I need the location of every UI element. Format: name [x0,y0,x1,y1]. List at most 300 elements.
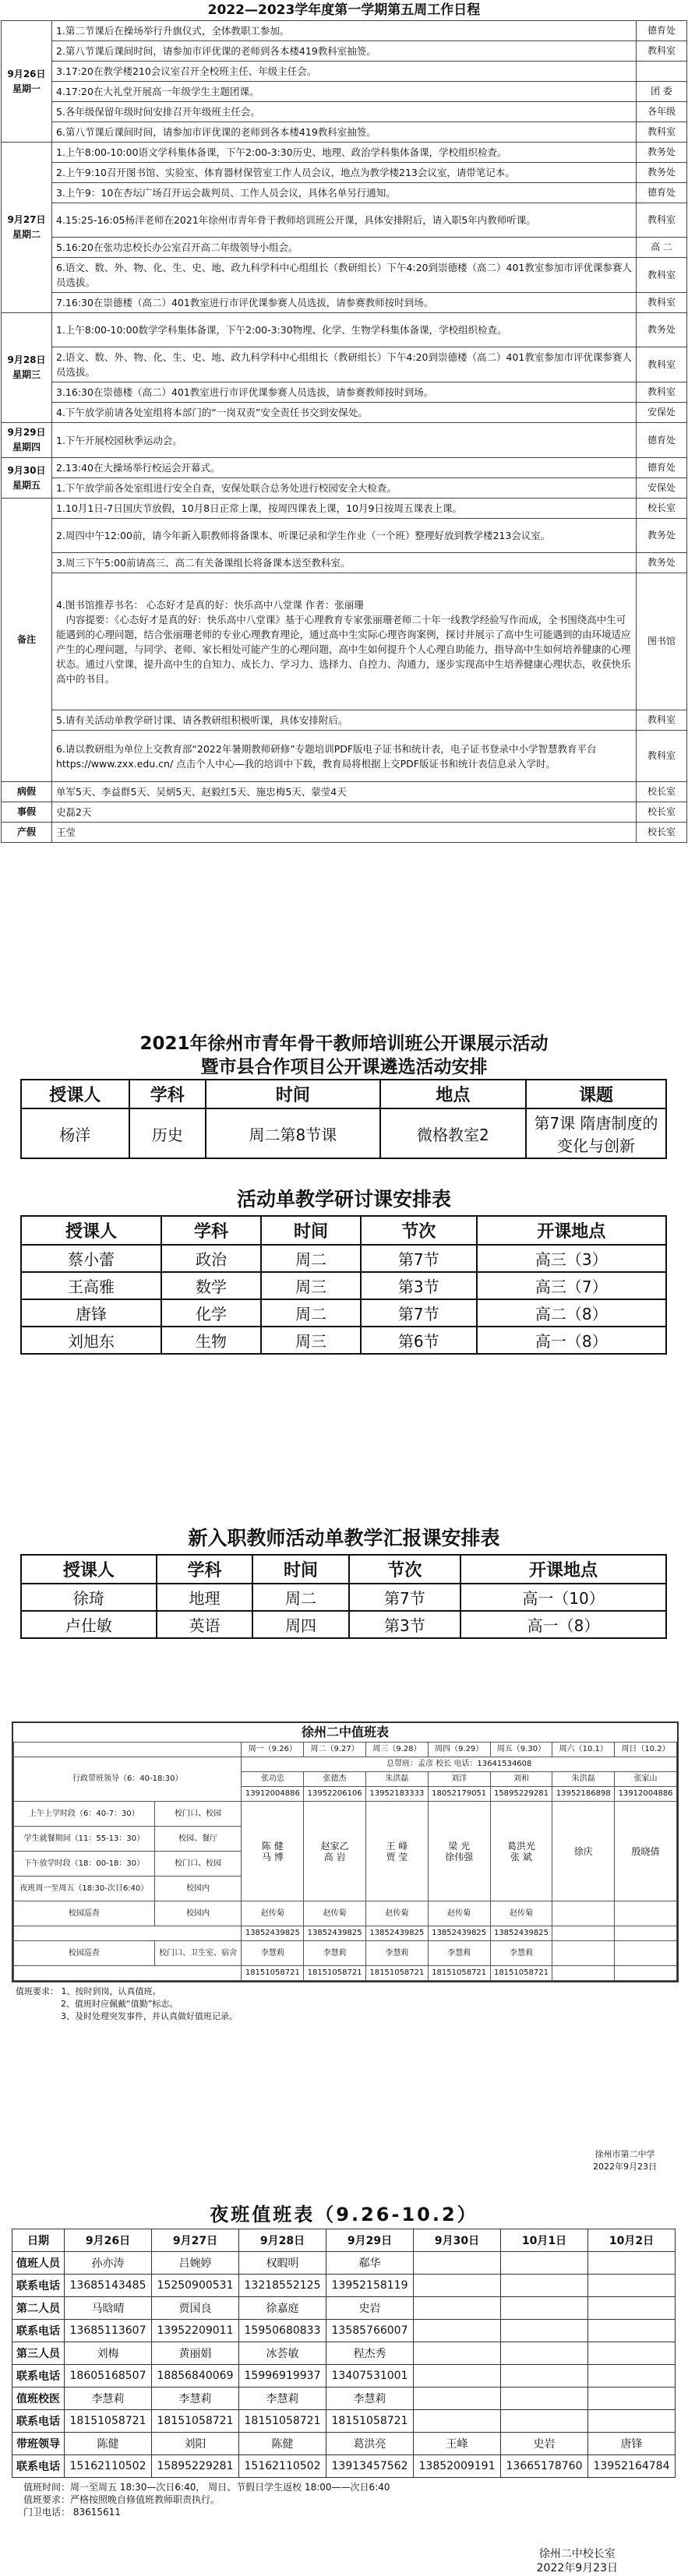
responsible-cell: 教科室 [637,731,687,782]
cell [501,2275,588,2297]
item-cell: 2.语文、数、外、物、化、生、史、地、政九科学科中心组组长（教研组长）下午4:20到崇德楼（高二）401教室参加市评优课参赛人员选拔。 [52,347,637,382]
cell [414,2320,501,2342]
night-row [12,2455,676,2478]
date-cell: 9月29日 [326,2229,414,2252]
cell: 权暇明 [239,2252,326,2275]
responsible-cell: 安保处 [637,403,687,423]
dates-row [12,2229,676,2252]
item-cell: 史磊2天 [52,802,637,823]
cell: 陈健 [65,2433,152,2455]
open-class-section [0,1032,688,1159]
cell: 18856840069 [152,2365,239,2387]
item-cell: 5.各年级保留年级时间安排召开年级班主任会。 [52,102,637,122]
responsible-cell: 团 委 [637,82,687,102]
cell: 杨洋 [21,1108,129,1158]
duty-tel [552,1966,615,1981]
item-cell: 1.上午8:00-10:00语文学科集体备课，下午2:00-3:30历史、地理、政治学科集体备课，学校组织检查。 [52,143,637,163]
day-cell: 9月30日 星期五 [2,458,52,499]
row-label: 值班人员 [12,2252,65,2275]
day-cell: 周五（9.30） [490,1743,552,1757]
night-row [12,2297,676,2320]
night-footer [537,2547,618,2575]
night-notes [23,2481,688,2518]
header-cell: 节次 [349,1555,460,1584]
day-cell: 产假 [2,823,52,843]
date-cell: 9月27日 [152,2229,239,2252]
duty-row [14,1901,677,1926]
duty-tel [552,1926,615,1941]
row-label: 联系电话 [12,2365,65,2387]
item-cell: 2.周四中午12:00前，请今年新入职教师将备课本、听课记录和学生作业（一个班）整理好放到教学楼213会议室。 [52,519,637,553]
duty-row [14,1941,677,1966]
night-row [12,2433,676,2455]
cell: 冰荟敏 [239,2342,326,2365]
duty-person: 李慧莉 [428,1941,490,1966]
night-duty-section [0,2201,688,2574]
schedule-row [2,238,687,258]
schedule-row [2,143,687,163]
cell: 13685143485 [65,2275,152,2297]
night-row [12,2387,676,2410]
schedule-row [2,293,687,313]
footer-org: 徐州二中校长室 [538,2548,616,2560]
header-cell: 时间 [252,1555,348,1584]
cell [588,2387,676,2410]
cell [414,2275,501,2297]
note-line: 值班要求：严格按照晚自修值班教师职责执行。 [23,2494,221,2505]
item-cell: 1.下午放学前各处室组进行安全自查，安保处联合总务处进行校园安全大检查。 [52,478,637,499]
tel-row [14,1966,677,1981]
blank-cell [14,1743,242,1757]
admin-name: 朱洪磊 [366,1772,429,1787]
cell: 唐锋 [588,2433,676,2455]
day-cell: 9月27日 星期二 [2,143,52,313]
responsible-cell: 各年级 [637,102,687,122]
date-cell: 10月1日 [501,2229,588,2252]
cell: 史岩 [501,2433,588,2455]
schedule-row [2,203,687,238]
cell: 地理 [157,1584,252,1611]
schedule-row [2,403,687,423]
duty-tel: 13852439825 [242,1926,304,1941]
cell [501,2342,588,2365]
cell: 15162110502 [65,2455,152,2478]
cell [501,2410,588,2433]
admin-tel: 13912004886 [242,1787,304,1802]
cell [414,2342,501,2365]
cell [501,2365,588,2387]
item-cell: 2.第八节课后课间时间，请参加市评优课的老师到各本楼419教科室抽签。 [52,41,637,62]
header-cell: 地点 [380,1080,526,1108]
responsible-cell: 校长室 [637,802,687,823]
cell: 吕婉婷 [152,2252,239,2275]
cell: 周四 [252,1611,348,1638]
cell: 化学 [161,1299,261,1327]
new-teacher-class-section [0,1523,688,1639]
cell: 周二 [261,1245,361,1272]
note-line: 2、值班时应佩戴“值勤”标志。 [61,1999,178,2009]
row-label: 第三人员 [12,2342,65,2365]
blank-cell [14,1966,242,1981]
row-label: 第二人员 [12,2297,65,2320]
schedule-row [2,313,687,347]
cell [588,2342,676,2365]
duty-tel: 13852439825 [428,1926,490,1941]
item-cell: 单军5天、李益群5天、吴炳5天、赵毅红5天、施忠梅5天、蒙莹4天 [52,782,637,802]
duty-tel: 13852439825 [304,1926,366,1941]
night-row [12,2410,676,2433]
item-cell: 5.16:20在张功忠校长办公室召开高二年级领导小组会。 [52,238,637,258]
period-label: 校园巡查 [14,1901,155,1926]
admin-name: 张功忠 [242,1772,304,1787]
cell: 18151058721 [239,2410,326,2433]
header-cell: 授课人 [21,1555,157,1584]
research-class-section [0,1184,688,1355]
cell: 周二第8节课 [206,1108,380,1158]
responsible-cell: 教科室 [637,710,687,731]
cell: 13913457562 [326,2455,414,2478]
cell: 第7节 [361,1245,477,1272]
duty-tel: 18151058721 [490,1966,552,1981]
item-cell: 3.上午9：10在杏坛广场召开运会裁判员、工作人员会议，具体名单另行通知。 [52,183,637,203]
schedule-row [2,823,687,843]
cell: 程杰秀 [326,2342,414,2365]
duty-person: 李慧莉 [490,1941,552,1966]
cell: 13852009191 [414,2455,501,2478]
schedule-row [2,21,687,41]
schedule-row [2,478,687,499]
cell: 徐琦 [21,1584,157,1611]
duty-person [615,1901,677,1926]
table-row [21,1327,666,1354]
duty-tel: 18151058721 [304,1966,366,1981]
cell: 15162110502 [239,2455,326,2478]
night-row [12,2252,676,2275]
day-cell: 9月28日 星期三 [2,313,52,423]
schedule-row [2,499,687,519]
cell: 贾国良 [152,2297,239,2320]
cell [588,2410,676,2433]
footer-org: 徐州市第二中学 [595,2149,655,2159]
day-cell: 9月26日 星期一 [2,21,52,143]
item-cell: 2.13:40在大操场举行校运会开幕式。 [52,458,637,478]
cell: 13407531001 [326,2365,414,2387]
note-line: 值班时间：周一至周五 18:30—次日6:40， 周日、节假日学生返校 18:00——次日6:40 [23,2482,390,2493]
admin-tel: 15895229281 [490,1787,552,1802]
header-row [21,1216,666,1245]
cell [414,2387,501,2410]
row-label: 带班领导 [12,2433,65,2455]
period-label: 校园巡查 [14,1941,155,1966]
night-duty-title: 夜班值班表（9.26-10.2） [210,2204,478,2225]
schedule-row [2,573,687,710]
cell: 生物 [161,1327,261,1354]
item-cell: 3.16:30在崇德楼（高二）401教室进行市评优课参赛人员选拔，请参赛教师按时到场。 [52,382,637,403]
cell: 徐嘉庭 [239,2297,326,2320]
schedule-row [2,519,687,553]
responsible-cell: 教务处 [637,313,687,347]
header-row [21,1555,666,1584]
cell: 王峰 [414,2433,501,2455]
duty-roster-table [13,1742,677,1981]
responsible-cell: 教务处 [637,519,687,553]
header-cell: 课题 [526,1080,666,1108]
item-cell: 1.下午开展校园秋季运动会。 [52,423,637,458]
cell: 13585766007 [326,2320,414,2342]
date-cell: 9月30日 [414,2229,501,2252]
cell: 高二（8） [477,1299,666,1327]
duty-roster-section [0,1721,688,2172]
cell: 政治 [161,1245,261,1272]
duty-person: 赵传菊 [490,1901,552,1926]
responsible-cell: 德育处 [637,183,687,203]
item-cell: 3.周三下午5:00前请高三、高二有关备课组长将备课本送至教科室。 [52,553,637,573]
date-cell: 9月28日 [239,2229,326,2252]
item-cell: 1.10月1日-7日国庆节放假，10月8日正常上课，按周四课表上课，10月9日按周五课表上课。 [52,499,637,519]
cell: 13218552125 [239,2275,326,2297]
schedule-row [2,122,687,143]
cell: 第7课 隋唐制度的变化与创新 [526,1108,666,1158]
cell: 18151058721 [326,2410,414,2433]
cell [414,2252,501,2275]
duty-notes [16,1986,688,2023]
cell: 马晗晴 [65,2297,152,2320]
row-label: 联系电话 [12,2320,65,2342]
duty-person: 赵传菊 [242,1901,304,1926]
cell [588,2320,676,2342]
duty-roster-box [12,1721,679,1982]
cell: 李慧莉 [239,2387,326,2410]
responsible-cell: 德育处 [637,458,687,478]
cell: 刘旭东 [21,1327,161,1354]
cell: 唐锋 [21,1299,161,1327]
cell: 黄丽娟 [152,2342,239,2365]
location-label: 校园内 [154,1876,242,1901]
admin-name: 刘洋 [428,1772,490,1787]
responsible-cell: 德育处 [637,423,687,458]
day-cell: 周一（9.26） [242,1743,304,1757]
admin-tel: 13952183333 [366,1787,429,1802]
leader-row [14,1757,677,1772]
open-class-title-2: 暨市县合作项目公开课遴选活动安排 [200,1057,488,1077]
day-cell: 备注 [2,499,52,782]
duty-tel: 18151058721 [242,1966,304,1981]
tel-row [14,1926,677,1941]
duty-roster-title: 徐州二中值班表 [301,1725,389,1739]
responsible-cell: 安保处 [637,478,687,499]
cell: 王高雅 [21,1272,161,1299]
location-label: 校园内 [154,1901,242,1926]
duty-row [14,1802,677,1827]
cell: 13952158119 [326,2275,414,2297]
admin-name: 刘和 [490,1772,552,1787]
cell: 高三（3） [477,1245,666,1272]
cell: 郗华 [326,2252,414,2275]
cell: 高一（8） [460,1611,666,1638]
period-label: 上午上学时段（6：40-7：30） [14,1802,155,1827]
cell: 第7节 [361,1299,477,1327]
schedule-row [2,553,687,573]
night-row [12,2275,676,2297]
cell [501,2252,588,2275]
header-cell: 时间 [261,1216,361,1245]
admin-tel: 13952186898 [552,1787,615,1802]
duty-names: 徐庆 [552,1802,615,1901]
cell: 13665178760 [501,2455,588,2478]
night-duty-table [12,2229,676,2478]
cell: 第7节 [349,1584,460,1611]
admin-label: 行政带班领导（6：40-18:30） [14,1757,242,1802]
location-label: 校园、餐厅 [154,1827,242,1852]
duty-tel [615,1966,677,1981]
item-cell: 4.下午放学前请各处室组将本部门的“一岗双责”安全责任书交到安保处。 [52,403,637,423]
cell: 周二 [261,1299,361,1327]
admin-tel: 13952206106 [304,1787,366,1802]
note-line: 值班要求： 1、按时到岗，认真值班。 [16,1986,161,1996]
duty-person: 李慧莉 [304,1941,366,1966]
admin-tel: 13912004886 [615,1787,677,1802]
cell: 孙亦涛 [65,2252,152,2275]
cell: 李慧莉 [152,2387,239,2410]
duty-footer [593,2148,657,2173]
cell: 第3节 [361,1272,477,1299]
cell [414,2365,501,2387]
cell: 15950680833 [239,2320,326,2342]
cell: 英语 [157,1611,252,1638]
header-cell: 授课人 [21,1216,161,1245]
duty-tel: 13852439825 [366,1926,429,1941]
item-cell: 3.17:20在教学楼210会议室召开全校班主任、年级主任会。 [52,62,637,82]
responsible-cell: 校长室 [637,823,687,843]
header-cell: 学科 [129,1080,206,1108]
responsible-cell: 教科室 [637,293,687,313]
open-class-table [20,1079,667,1159]
cell: 13952209011 [152,2320,239,2342]
new-teacher-class-title: 新入职教师活动单教学汇报课安排表 [188,1527,500,1549]
period-label: 夜班周一至周五（18:30-次日6:40） [14,1876,155,1901]
cell: 刘梅 [65,2342,152,2365]
responsible-cell: 图书馆 [637,573,687,710]
cell [588,2297,676,2320]
duty-person: 李慧莉 [366,1941,429,1966]
cell: 蔡小蕾 [21,1245,161,1272]
cell: 15250900531 [152,2275,239,2297]
cell: 微格教室2 [380,1108,526,1158]
header-cell: 时间 [206,1080,380,1108]
item-cell: 王莹 [52,823,637,843]
cell: 13952164784 [588,2455,676,2478]
item-cell: 7.16:30在崇德楼（高二）401教室进行市评优课参赛人员选拔，请参赛教师按时到场。 [52,293,637,313]
duty-names: 王 峰 贾 莹 [366,1802,429,1901]
table-row [21,1584,666,1611]
cell: 周三 [261,1272,361,1299]
item-cell: 1.第二节课后在操场举行升旗仪式，全体教职工参加。 [52,21,637,41]
header-cell: 节次 [361,1216,477,1245]
table-row [21,1611,666,1638]
duty-tel: 18151058721 [366,1966,429,1981]
footer-date: 2022年9月23日 [536,2562,618,2574]
duty-tel: 13852439825 [490,1926,552,1941]
cell: 18151058721 [65,2410,152,2433]
research-class-title: 活动单教学研讨课安排表 [236,1188,451,1210]
new-teacher-class-table [20,1554,667,1639]
cell: 高三（7） [477,1272,666,1299]
schedule-row [2,82,687,102]
schedule-row [2,782,687,802]
item-cell: 5.请有关活动单教学研讨课、请各教研组积极听课，具体安排附后。 [52,710,637,731]
responsible-cell: 教科室 [637,347,687,382]
day-cell: 周六（10.1） [552,1743,615,1757]
cell: 高一（10） [460,1584,666,1611]
open-class-title-1: 2021年徐州市青年骨干教师培训班公开课展示活动 [139,1034,549,1054]
schedule-row [2,458,687,478]
table-row [21,1272,666,1299]
cell: 周二 [252,1584,348,1611]
cell: 15895229281 [152,2455,239,2478]
period-label: 下午放学时段（18：00-18：30） [14,1852,155,1876]
schedule-row [2,731,687,782]
cell: 13685113607 [65,2320,152,2342]
note-line: 门卫电话： 83615611 [23,2507,121,2518]
location-label: 校门口、校园 [154,1802,242,1827]
table-row [21,1299,666,1327]
duty-names: 葛洪光 张 斌 [490,1802,552,1901]
header-cell: 开课地点 [477,1216,666,1245]
cell: 陈健 [239,2433,326,2455]
schedule-row [2,382,687,403]
cell: 李慧莉 [65,2387,152,2410]
duty-names: 殷晓倩 [615,1802,677,1901]
admin-name: 张德杰 [304,1772,366,1787]
location-label: 校门口、校园 [154,1852,242,1876]
cell: 历史 [129,1108,206,1158]
row-label: 联系电话 [12,2455,65,2478]
item-cell: 4.17:20在大礼堂开展高一年级学生主题团课。 [52,82,637,102]
item-cell: 6.请以教研组为单位上交教育部“2022年暑期教师研修”专题培训PDF版电子证书和统计表，电子证书登录中小学智慧教育平台https://www.zxx.edu.cn/ 点击个人中心—我的培训中下载，教育局将根据上交PDF版证书和统计表信息录入学时。 [52,731,637,782]
schedule-row [2,102,687,122]
day-cell: 周日（10.2） [615,1743,677,1757]
cell [588,2365,676,2387]
date-cell: 日期 [12,2229,65,2252]
duty-names: 梁 光 徐伟强 [428,1802,490,1901]
header-cell: 授课人 [21,1080,129,1108]
responsible-cell [637,62,687,82]
schedule-row [2,41,687,62]
cell: 数学 [161,1272,261,1299]
day-cell: 病假 [2,782,52,802]
cell [414,2297,501,2320]
duty-person: 李慧莉 [242,1941,304,1966]
responsible-cell: 教科室 [637,122,687,143]
admin-name: 张家山 [615,1772,677,1787]
cell: 第3节 [349,1611,460,1638]
responsible-cell: 教科室 [637,203,687,238]
day-cell: 周三（9.28） [366,1743,429,1757]
duty-person [552,1901,615,1926]
cell: 葛洪亮 [326,2433,414,2455]
admin-tel: 18052179051 [428,1787,490,1802]
header-cell: 学科 [161,1216,261,1245]
cell [501,2387,588,2410]
general-leader: 总带班：孟彦 校长 电话：13641534608 [242,1757,677,1772]
item-cell: 4.15:25-16:05杨洋老师在2021年徐州市青年骨干教师培训班公开课，具体安排附后，请入职5年内教师听课。 [52,203,637,238]
research-class-table [20,1215,667,1355]
row-label: 值班校医 [12,2387,65,2410]
table-row [21,1245,666,1272]
date-cell: 9月26日 [65,2229,152,2252]
day-cell: 周二（9.27） [304,1743,366,1757]
header-cell: 学科 [157,1555,252,1584]
